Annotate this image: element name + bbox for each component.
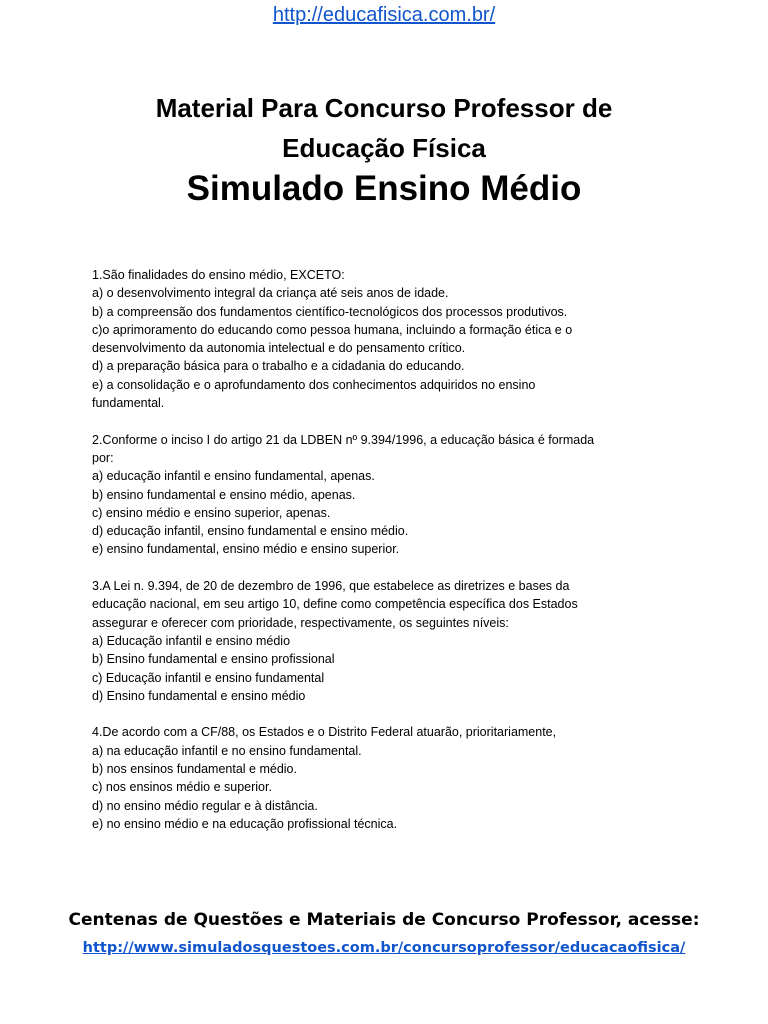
option-line: d) no ensino médio regular e à distância. — [92, 798, 318, 813]
title-line-2: Educação Física — [282, 133, 486, 163]
option-line: b) nos ensinos fundamental e médio. — [92, 762, 297, 777]
option-line: c)o aprimoramento do educando como pessoa humana, incluindo a formação ética e o — [92, 322, 573, 337]
title-line-1: Material Para Concurso Professor de — [155, 93, 613, 123]
option-line: a) educação infantil e ensino fundamental, apenas. — [92, 469, 375, 484]
option-line: e) ensino fundamental, ensino médio e ensino superior. — [92, 542, 400, 557]
question-line: 1.São finalidades do ensino médio, EXCETO: — [92, 268, 345, 282]
option-line: a) na educação infantil e no ensino fundamental. — [92, 743, 362, 758]
option-line: b) Ensino fundamental e ensino profissional — [92, 652, 335, 667]
option-line: a) Educação infantil e ensino médio — [92, 633, 291, 648]
question-4 — [92, 723, 682, 833]
document-title — [0, 88, 768, 168]
question-3 — [92, 577, 682, 705]
option-line: e) no ensino médio e na educação profissional técnica. — [92, 816, 398, 831]
option-line: fundamental. — [92, 396, 165, 411]
option-line: desenvolvimento da autonomia intelectual e do pensamento crítico. — [92, 341, 466, 356]
option-line: e) a consolidação e o aprofundamento dos conhecimentos adquiridos no ensino — [92, 377, 536, 392]
option-line: b) ensino fundamental e ensino médio, apenas. — [92, 487, 356, 502]
question-line: assegurar e oferecer com prioridade, respectivamente, os seguintes níveis: — [92, 615, 509, 630]
option-line: c) ensino médio e ensino superior, apenas. — [92, 505, 331, 520]
top-site-link[interactable]: http://educafisica.com.br/ — [272, 4, 496, 26]
option-line: c) nos ensinos médio e superior. — [92, 780, 272, 795]
question-line: educação nacional, em seu artigo 10, define como competência específica dos Estados — [92, 597, 578, 612]
question-line: por: — [92, 450, 114, 465]
document-subtitle: Simulado Ensino Médio — [186, 169, 582, 208]
option-line: b) a compreensão dos fundamentos científico-tecnológicos dos processos produtivos. — [92, 304, 568, 319]
question-line: 3.A Lei n. 9.394, de 20 de dezembro de 1996, que estabelece as diretrizes e bases da — [92, 579, 570, 594]
question-line: 4.De acordo com a CF/88, os Estados e o Distrito Federal atuarão, prioritariamente, — [92, 725, 557, 740]
footer-text: Centenas de Questões e Materiais de Concurso Professor, acesse: — [68, 910, 700, 930]
option-line: d) educação infantil, ensino fundamental e ensino médio. — [92, 524, 409, 539]
questions-list — [92, 266, 682, 852]
option-line: d) Ensino fundamental e ensino médio — [92, 688, 306, 703]
footer-link[interactable]: http://www.simuladosquestoes.com.br/concursoprofessor/educacaofisica/ — [82, 940, 686, 956]
option-line: a) o desenvolvimento integral da criança até seis anos de idade. — [92, 286, 449, 301]
question-1 — [92, 266, 682, 412]
option-line: d) a preparação básica para o trabalho e a cidadania do educando. — [92, 359, 465, 374]
option-line: c) Educação infantil e ensino fundamental — [92, 670, 325, 685]
question-2 — [92, 431, 682, 559]
question-line: 2.Conforme o inciso I do artigo 21 da LDBEN nº 9.394/1996, a educação básica é formada — [92, 432, 595, 447]
